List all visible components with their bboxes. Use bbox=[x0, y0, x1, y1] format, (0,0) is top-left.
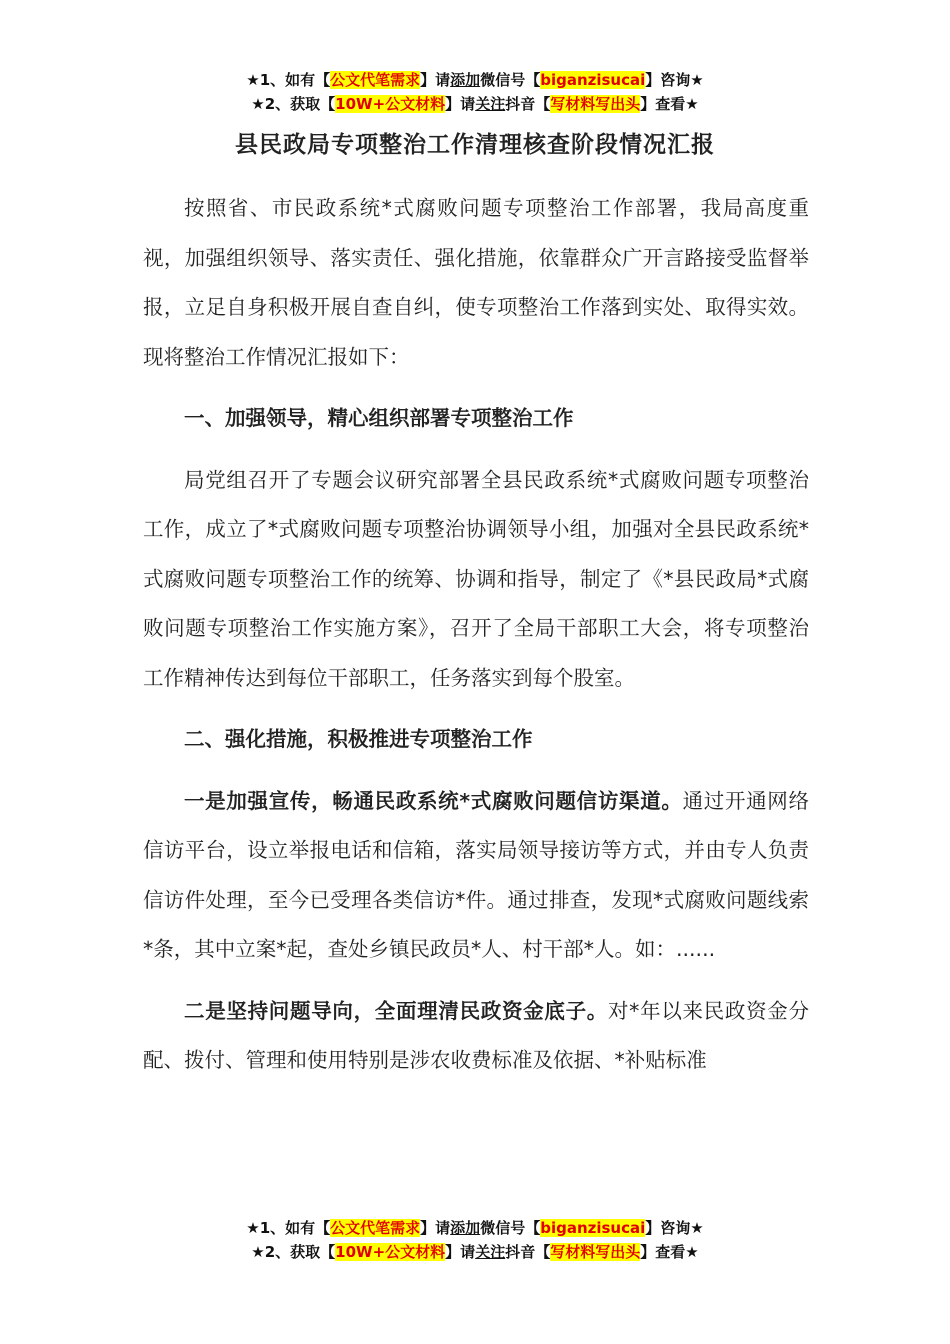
banner-text: 】请 bbox=[445, 1243, 476, 1261]
banner-line-1 bbox=[0, 68, 950, 92]
banner-text: 2、获取【 bbox=[264, 1243, 336, 1261]
star-icon: ★ bbox=[690, 1219, 704, 1237]
star-icon: ★ bbox=[685, 1243, 699, 1261]
banner-text: 】查看 bbox=[640, 1243, 686, 1261]
banner-text: 】咨询 bbox=[645, 71, 691, 89]
banner-text: 】请 bbox=[420, 71, 451, 89]
wechat-id-highlight: biganzisucai bbox=[540, 1219, 646, 1237]
paragraph-funds bbox=[143, 987, 809, 1086]
star-icon: ★ bbox=[685, 95, 699, 113]
banner-text: 】请 bbox=[420, 1219, 451, 1237]
paragraph-lead-bold: 一是加强宣传，畅通民政系统*式腐败问题信访渠道。 bbox=[184, 788, 683, 813]
banner-text: 1、如有【 bbox=[259, 1219, 331, 1237]
underlined-text: 关注 bbox=[475, 1243, 506, 1261]
document-title: 县民政局专项整治工作清理核查阶段情况汇报 bbox=[235, 132, 715, 158]
douyin-id-highlight: 写材料写出头 bbox=[550, 1243, 641, 1261]
footer-banner bbox=[0, 1216, 950, 1264]
paragraph-text: 通过开通网络信访平台，设立举报电话和信箱，落实局领导接访等方式，并由专人负责信访件处理，至今已受理各类信访*件。通过排查，发现*式腐败问题线索*条，其中立案*起，查处乡镇民政员*人、村干部*人。如：...... bbox=[143, 788, 809, 961]
star-icon: ★ bbox=[251, 95, 265, 113]
document-body bbox=[143, 184, 809, 1086]
banner-text: 抖音【 bbox=[505, 95, 551, 113]
paragraph-lead-bold: 二是坚持问题导向，全面理清民政资金底子。 bbox=[184, 998, 608, 1023]
banner-text: 2、获取【 bbox=[264, 95, 336, 113]
star-icon: ★ bbox=[690, 71, 704, 89]
banner-text: 】咨询 bbox=[645, 1219, 691, 1237]
banner-line-2 bbox=[0, 1240, 950, 1264]
banner-text: 1、如有【 bbox=[259, 71, 331, 89]
highlight-text: 公文代笔需求 bbox=[330, 71, 421, 89]
highlight-text: 公文代笔需求 bbox=[330, 1219, 421, 1237]
star-icon: ★ bbox=[251, 1243, 265, 1261]
highlight-text: 10W+公文材料 bbox=[335, 95, 446, 113]
header-banner bbox=[0, 68, 950, 116]
paragraph-text: 对*年以来民政资金分配、拨付、管理和使用特别是涉农收费标准及依据、*补贴标准 bbox=[143, 998, 810, 1072]
star-icon: ★ bbox=[246, 71, 260, 89]
star-icon: ★ bbox=[246, 1219, 260, 1237]
underlined-text: 添加 bbox=[450, 71, 481, 89]
banner-line-1 bbox=[0, 1216, 950, 1240]
banner-text: 微信号【 bbox=[480, 71, 541, 89]
underlined-text: 关注 bbox=[475, 95, 506, 113]
section-heading-2: 二、强化措施，积极推进专项整治工作 bbox=[184, 727, 533, 751]
paragraph-intro: 按照省、市民政系统*式腐败问题专项整治工作部署，我局高度重视，加强组织领导、落实责任、强化措施，依靠群众广开言路接受监督举报，立足自身积极开展自查自纠，使专项整治工作落到实处、取得实效。现将整治工作情况汇报如下： bbox=[143, 196, 809, 369]
paragraph-leadership: 局党组召开了专题会议研究部署全县民政系统*式腐败问题专项整治工作，成立了*式腐败问题专项整治协调领导小组，加强对全县民政系统*式腐败问题专项整治工作的统筹、协调和指导，制定了《*县民政局*式腐败问题专项整治工作实施方案》，召开了全局干部职工大会，将专项整治工作精神传达到每位干部职工，任务落实到每个股室。 bbox=[143, 467, 809, 690]
highlight-text: 10W+公文材料 bbox=[335, 1243, 446, 1261]
banner-text: 】查看 bbox=[640, 95, 686, 113]
banner-line-2 bbox=[0, 92, 950, 116]
underlined-text: 添加 bbox=[450, 1219, 481, 1237]
douyin-id-highlight: 写材料写出头 bbox=[550, 95, 641, 113]
section-heading-1: 一、加强领导，精心组织部署专项整治工作 bbox=[184, 406, 574, 430]
paragraph-publicity bbox=[143, 777, 809, 975]
banner-text: 】请 bbox=[445, 95, 476, 113]
wechat-id-highlight: biganzisucai bbox=[540, 71, 646, 89]
banner-text: 微信号【 bbox=[480, 1219, 541, 1237]
banner-text: 抖音【 bbox=[505, 1243, 551, 1261]
